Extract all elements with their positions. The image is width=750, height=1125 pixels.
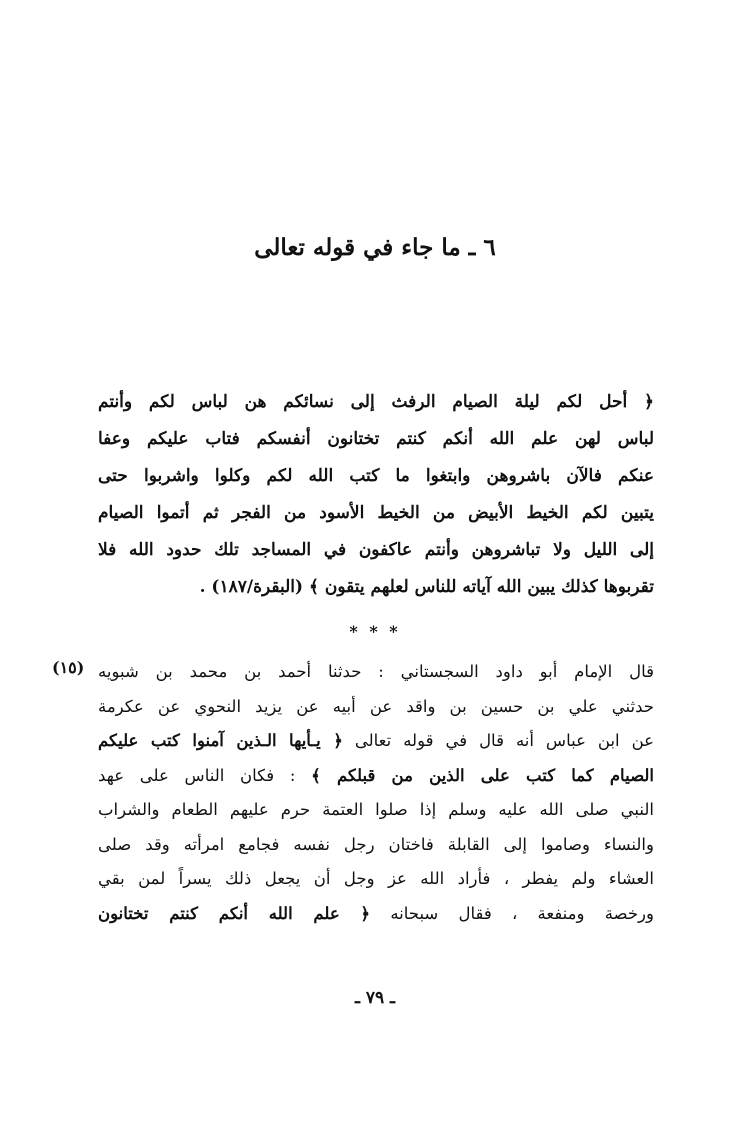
verse-line: لباس لهن علم الله أنكم كنتم تختانون أنفسكم فتاب عليكم وعفا	[98, 429, 654, 449]
hadith-line: النبي صلى الله عليه وسلم إذا صلوا العتمة حرم عليهم الطعام والشراب	[98, 800, 654, 819]
hadith-line: والنساء وصاموا إلى القابلة فاختان رجل نفسه فجامع امرأته وقد صلى	[98, 834, 654, 854]
hadith-plain-text: عن ابن عباس أنه قال في قوله تعالى	[354, 731, 654, 750]
verse-line: يتبين لكم الخيط الأبيض من الخيط الأسود من الفجر ثم أتموا الصيام	[98, 503, 654, 523]
hadith-line	[98, 724, 654, 759]
hadith-plain-text: : فكان الناس على عهد	[98, 765, 296, 785]
chapter-heading: ٦ ـ ما جاء في قوله تعالى	[254, 234, 496, 261]
hadith-line: العشاء ولم يفطر ، فأراد الله عز وجل أن يجعل ذلك يسراً لمن بقي	[98, 869, 654, 888]
page-number: ـ ٧٩ ـ	[354, 988, 396, 1008]
quoted-verse-text: ﴿ علم الله أنكم كنتم تختانون	[98, 903, 371, 923]
hadith-line	[98, 759, 654, 794]
verse-line: تقربوها كذلك يبين الله آياته للناس لعلهم يتقون ﴾ (البقرة/١٨٧) .	[199, 577, 654, 597]
section-separator: * * *	[349, 622, 401, 641]
quran-verse-block	[98, 384, 654, 606]
hadith-line: حدثني علي بن حسين بن واقد عن أبيه عن يزيد النحوي عن عكرمة	[98, 696, 654, 716]
verse-line: ﴿ أحل لكم ليلة الصيام الرفث إلى نسائكم هن لباس لكم وأنتم	[98, 392, 654, 412]
hadith-line	[98, 897, 654, 932]
hadith-line: قال الإمام أبو داود السجستاني : حدثنا أحمد بن محمد بن شبويه	[98, 662, 654, 681]
hadith-plain-text: ورخصة ومنفعة ، فقال سبحانه	[370, 903, 654, 923]
quoted-verse-text: ﴿ يـأيها الـذين آمنوا كتب عليكم	[98, 731, 343, 750]
hadith-text-block	[98, 655, 654, 931]
verse-line: إلى الليل ولا تباشروهن وأنتم عاكفون في المساجد تلك حدود الله فلا	[98, 540, 654, 560]
hadith-number: (١٥)	[52, 658, 85, 677]
verse-line: عنكم فالآن باشروهن وابتغوا ما كتب الله لكم وكلوا واشربوا حتى	[98, 466, 654, 486]
quoted-verse-text: الصيام كما كتب على الذين من قبلكم ﴾	[311, 765, 654, 785]
